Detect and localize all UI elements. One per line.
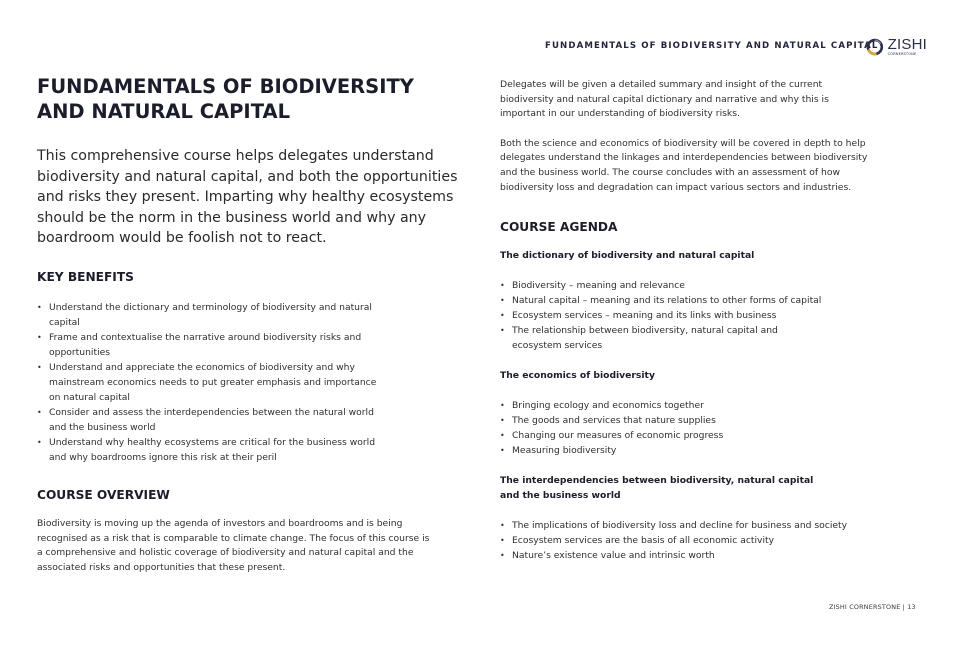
agenda-section-title: The economics of biodiversity	[500, 370, 655, 382]
list-item: • The implications of biodiversity loss and decline for business and society	[500, 518, 900, 533]
list-item: • Consider and assess the interdependencies between the natural world and the business world	[37, 405, 387, 435]
zishi-swirl-logo-icon	[865, 35, 885, 59]
list-item: • Changing our measures of economic progress	[500, 428, 870, 443]
description-paragraph-1: Delegates will be given a detailed summary and insight of the current biodiversity and natural capital dictionary and narrative and why this is important in our understanding of biodiversity risks.	[500, 79, 829, 120]
key-benefits-list	[37, 300, 387, 465]
title-line-1: FUNDAMENTALS OF BIODIVERSITY	[37, 75, 414, 98]
agenda-section-interdependencies	[500, 473, 870, 563]
zishi-cornerstone-logo	[865, 33, 927, 61]
list-item: • Bringing ecology and economics together	[500, 398, 870, 413]
list-item: • Ecosystem services – meaning and its links with business	[500, 308, 840, 323]
course-agenda-heading: COURSE AGENDA	[500, 220, 618, 235]
intro-paragraph: This comprehensive course helps delegates understand biodiversity and natural capital, and both the opportunities and risks they present. Imparting why healthy ecosystems should be the norm in the business world and why any boardroom would be foolish not to react.	[37, 148, 458, 246]
logo-subtitle: CORNERSTONE	[887, 52, 917, 57]
key-benefits-section	[37, 270, 387, 465]
list-item: • Understand and appreciate the economics of biodiversity and why mainstream economics needs to put greater emphasis and importance on natural capital	[37, 360, 387, 405]
list-item: • The goods and services that nature supplies	[500, 413, 870, 428]
list-item: • The relationship between biodiversity, natural capital and ecosystem services	[500, 323, 812, 353]
page-title	[37, 74, 477, 124]
agenda-list	[500, 278, 840, 353]
list-item: • Understand the dictionary and terminology of biodiversity and natural capital	[37, 300, 387, 330]
key-benefits-heading: KEY BENEFITS	[37, 270, 134, 284]
agenda-section-title: The dictionary of biodiversity and natural capital	[500, 250, 755, 262]
course-overview-text: Biodiversity is moving up the agenda of investors and boardrooms and is being recognised as a risk that is comparable to climate change. The focus of this course is a comprehensive and holistic coverage of biodiversity and natural capital and the associated risks and opportunities that these present.	[37, 518, 430, 573]
list-item: • Frame and contextualise the narrative around biodiversity risks and opportunities	[37, 330, 387, 360]
list-item: • Ecosystem services are the basis of all economic activity	[500, 533, 900, 548]
agenda-list	[500, 518, 900, 563]
title-line-2: AND NATURAL CAPITAL	[37, 100, 290, 123]
list-item: • Understand why healthy ecosystems are critical for the business world and why boardrooms ignore this risk at their peril	[37, 435, 387, 465]
right-column	[500, 78, 870, 563]
agenda-list	[500, 398, 870, 458]
agenda-section-dictionary	[500, 248, 870, 353]
agenda-section-economics	[500, 368, 870, 458]
course-overview-heading: COURSE OVERVIEW	[37, 488, 170, 502]
list-item: • Measuring biodiversity	[500, 443, 870, 458]
agenda-section-title: The interdependencies between biodiversity, natural capital and the business world	[500, 475, 814, 502]
list-item: • Nature’s existence value and intrinsic worth	[500, 548, 900, 563]
course-overview-section	[37, 488, 437, 575]
running-header-title: FUNDAMENTALS OF BIODIVERSITY AND NATURAL CAPITAL	[545, 41, 879, 51]
page-footer: ZISHI CORNERSTONE | 13	[829, 603, 916, 611]
logo-name: ZISHI	[887, 36, 927, 54]
list-item: • Natural capital – meaning and its relations to other forms of capital	[500, 293, 872, 308]
list-item: • Biodiversity – meaning and relevance	[500, 278, 840, 293]
description-paragraph-2: Both the science and economics of biodiversity will be covered in depth to help delegates understand the linkages and interdependencies between biodiversity and the business world. The course concludes with an assessment of how biodiversity loss and degradation can impact various sectors and industries.	[500, 137, 868, 193]
